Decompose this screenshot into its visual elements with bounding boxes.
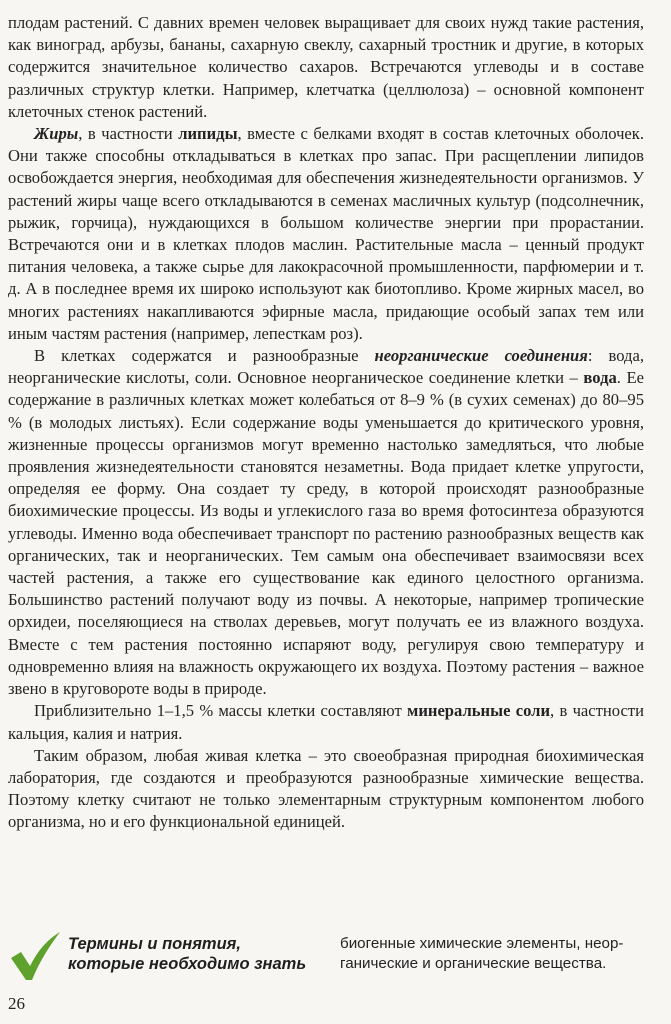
paragraph-2 [8,123,644,345]
terms-list-line-1: биогенные химические элементы, неор- [340,935,624,952]
text-run: , в частности [78,124,179,144]
bold-italic-term: неорганические соединения [374,346,588,366]
check-mark-shape [11,932,60,980]
text-run: : вода, неорганические кислоты, соли. Основное неорганическое соединение клетки – [8,346,644,388]
bold-term: липиды [178,124,238,144]
text-run: Приблизительно 1–1,5 % массы клетки составляют [34,701,408,721]
terms-heading [68,934,338,974]
bold-term: минеральные соли [407,701,551,721]
body-text [8,12,644,834]
text-run: . Ее содержание в различных клетках может колебаться от 8–9 % (в сухих семенах) до 80–95 % (в молодых листьях). Если содержание воды уменьшается до критического уровня, жизненные процессы организмов могут временно настолько замедляться, что любые проявления жизнедеятельности становятся незаметны. Вода придает клетке упругости, определяя ее форму. Она создает ту среду, в которой происходят разнообразные биохимические процессы. Из воды и углекислого газа во время фотосинтеза образуются углеводы. Именно вода обеспечивает транспорт по растению разнообразных веществ как органических, так и неорганических. Тем самым она обеспечивает взаимосвязи всех частей растения, а также его существование как единого целостного организма. Большинство растений получают воду из почвы. А некоторые, например тропические орхидеи, поселяющиеся на стволах деревьев, могут получать ее из влажного воздуха. Вместе с тем растения постоянно испаряют воду, регулируя свою температуру и одновременно влияя на влажность окружающего их воздуха. Поэтому растения – важное звено в круговороте воды в природе. [8,368,644,699]
paragraph-3 [8,345,644,700]
text-run: , в частности кальция, калия и натрия. [8,701,645,743]
check-mark-icon [8,930,62,984]
text-run: плодам растений. С давних времен человек выращивает для своих нужд такие растения, как виноград, арбузы, бананы, сахарную свеклу, сахарный тростник и другие, в которых содержится значительное количество сахаров. Встречаются углеводы и в составе различных структур клетки. Например, клетчатка (целлюлоза) – основной компонент клеточных стенок растений. [8,13,644,121]
terms-heading-line-1: Термины и понятия, [68,935,241,953]
terms-list-line-2: ганические и органические вещества. [340,955,607,972]
paragraph-5 [8,745,644,834]
terms-heading-line-2: которые необходимо знать [68,955,307,973]
terms-list [340,934,658,974]
text-run: Таким образом, любая живая клетка – это своеобразная природная биохимическая лаборатория, где создаются и преобразуются разнообразные химические вещества. Поэтому клетку считают не только элементарным структурным компонентом любого организма, но и его функциональной единицей. [8,745,644,832]
paragraph-4 [8,700,644,744]
text-run: В клетках содержатся и разнообразные [34,346,375,366]
page-number: 26 [8,994,25,1013]
bold-italic-term: Жиры [34,124,79,144]
key-terms-box [8,928,658,988]
paragraph-1 [8,12,644,123]
bold-term: вода [583,368,617,388]
text-run: , вместе с белками входят в состав клеточных оболочек. Они также способны откладываться в клетках про запас. При расщеплении липидов освобождается энергия, необходимая для обеспечения жизнедеятельности организмов. У растений жиры чаще всего откладываются в семенах масличных культур (подсолнечник, рыжик, горчица), нуждающихся в большом количестве энергии при прорастании. Встречаются они и в клетках плодов маслин. Растительные масла – ценный продукт питания человека, а также сырье для лакокрасочной промышленности, парфюмерии и т. д. А в последнее время их широко используют как биотопливо. Кроме жирных масел, во многих растениях накапливаются эфирные масла, придающие особый запах тем или иным частям растения (например, лепесткам роз). [8,124,645,343]
